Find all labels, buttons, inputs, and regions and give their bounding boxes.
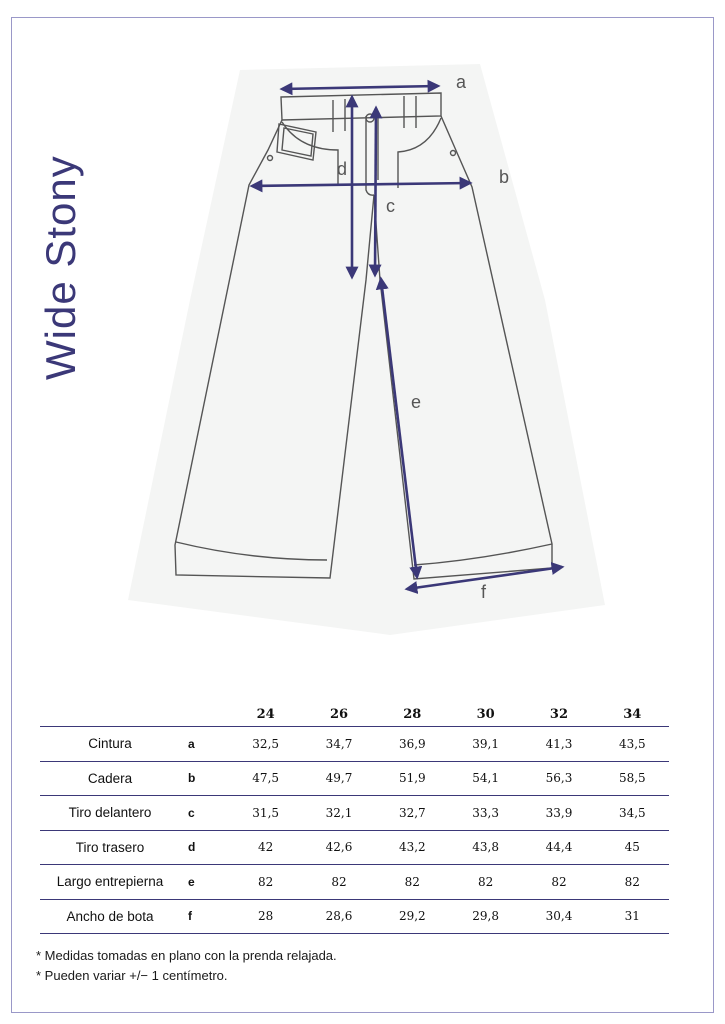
- measure-value: 47,5: [229, 761, 302, 796]
- size-header: 34: [596, 702, 669, 727]
- measure-name: Cintura: [40, 727, 180, 762]
- arrow-c: [375, 108, 376, 275]
- size-header-row: [40, 702, 669, 727]
- measure-value: 29,2: [376, 899, 449, 934]
- measure-value: 82: [376, 865, 449, 900]
- measure-value: 42: [229, 830, 302, 865]
- measure-value: 82: [522, 865, 595, 900]
- measure-value: 28,6: [302, 899, 375, 934]
- measure-code-header: [180, 702, 229, 727]
- table-row: [40, 865, 669, 900]
- measure-value: 54,1: [449, 761, 522, 796]
- size-header: 30: [449, 702, 522, 727]
- measure-code: e: [180, 865, 229, 900]
- measure-value: 44,4: [522, 830, 595, 865]
- measure-name: Cadera: [40, 761, 180, 796]
- measure-value: 82: [302, 865, 375, 900]
- measure-value: 32,7: [376, 796, 449, 831]
- measure-code: f: [180, 899, 229, 934]
- measure-value: 39,1: [449, 727, 522, 762]
- size-header: 26: [302, 702, 375, 727]
- measure-value: 42,6: [302, 830, 375, 865]
- size-header: 28: [376, 702, 449, 727]
- label-e: e: [411, 392, 422, 412]
- measure-code: a: [180, 727, 229, 762]
- table-row: [40, 899, 669, 934]
- label-a: a: [456, 72, 467, 92]
- measure-value: 43,2: [376, 830, 449, 865]
- label-f: f: [481, 582, 487, 602]
- measure-value: 82: [596, 865, 669, 900]
- measure-value: 45: [596, 830, 669, 865]
- measure-code: b: [180, 761, 229, 796]
- table-row: [40, 796, 669, 831]
- measure-code: c: [180, 796, 229, 831]
- footnotes: [36, 946, 337, 986]
- label-c: c: [386, 196, 395, 216]
- measure-name-header: [40, 702, 180, 727]
- size-header: 32: [522, 702, 595, 727]
- measure-value: 31: [596, 899, 669, 934]
- size-header: 24: [229, 702, 302, 727]
- label-b: b: [499, 167, 510, 187]
- measure-value: 32,1: [302, 796, 375, 831]
- measure-value: 43,8: [449, 830, 522, 865]
- footnote: * Medidas tomadas en plano con la prenda relajada.: [36, 948, 337, 963]
- table-row: [40, 761, 669, 796]
- table-row: [40, 830, 669, 865]
- measure-value: 34,7: [302, 727, 375, 762]
- measure-value: 33,3: [449, 796, 522, 831]
- measure-value: 34,5: [596, 796, 669, 831]
- measure-value: 58,5: [596, 761, 669, 796]
- measure-name: Largo entrepierna: [40, 865, 180, 900]
- measure-value: 82: [449, 865, 522, 900]
- measure-value: 29,8: [449, 899, 522, 934]
- measure-value: 51,9: [376, 761, 449, 796]
- measure-value: 49,7: [302, 761, 375, 796]
- measure-value: 30,4: [522, 899, 595, 934]
- footnote: * Pueden variar +/− 1 centímetro.: [36, 968, 228, 983]
- measure-value: 31,5: [229, 796, 302, 831]
- measure-value: 33,9: [522, 796, 595, 831]
- measure-value: 28: [229, 899, 302, 934]
- measure-value: 43,5: [596, 727, 669, 762]
- measure-name: Ancho de bota: [40, 899, 180, 934]
- measure-value: 56,3: [522, 761, 595, 796]
- size-table: [40, 702, 669, 934]
- measure-value: 82: [229, 865, 302, 900]
- measure-value: 36,9: [376, 727, 449, 762]
- measure-code: d: [180, 830, 229, 865]
- table-row: [40, 727, 669, 762]
- measure-value: 41,3: [522, 727, 595, 762]
- product-title: Wide Stony: [37, 155, 84, 380]
- measure-value: 32,5: [229, 727, 302, 762]
- measure-name: Tiro delantero: [40, 796, 180, 831]
- measure-name: Tiro trasero: [40, 830, 180, 865]
- label-d: d: [337, 159, 348, 179]
